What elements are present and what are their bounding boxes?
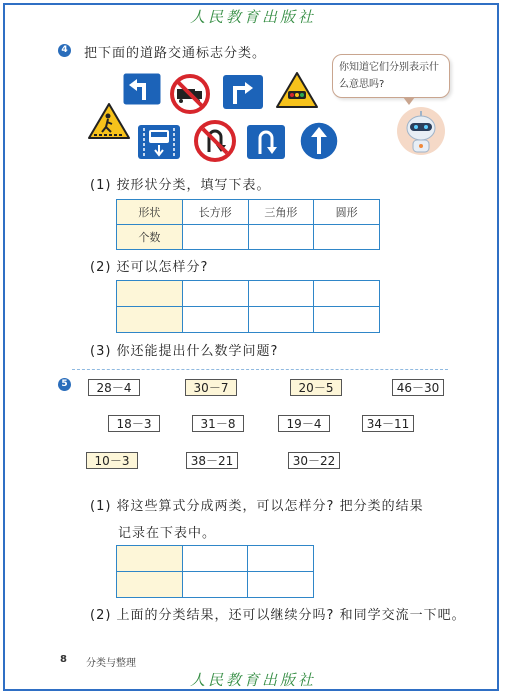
table-cell-circle-count[interactable] xyxy=(314,225,380,250)
publisher-footer: 人民教育出版社 xyxy=(189,671,316,689)
expression-card: 30－7 xyxy=(185,379,237,396)
table-header-rectangle: 长方形 xyxy=(182,200,248,225)
table-header-shape: 形状 xyxy=(117,200,183,225)
expression-card: 30－22 xyxy=(288,452,340,469)
table-cell[interactable] xyxy=(248,307,314,333)
table-cell[interactable] xyxy=(248,572,314,598)
robot-mascot-icon xyxy=(396,106,446,158)
table-cell[interactable] xyxy=(182,546,248,572)
expression-card: 28－4 xyxy=(88,379,140,396)
expression-card: 18－3 xyxy=(108,415,160,432)
table-cell[interactable] xyxy=(117,307,183,333)
expression-card: 31－8 xyxy=(192,415,244,432)
u-turn-sign-icon xyxy=(246,124,286,160)
question-5-part-1-line-1: (1) 将这些算式分成两类，可以怎样分? 把分类的结果 xyxy=(90,499,424,514)
question-4-part-2: (2) 还可以怎样分? xyxy=(90,260,209,275)
question-4-part-1: (1) 按形状分类，填写下表。 xyxy=(90,178,271,193)
table-cell[interactable] xyxy=(248,281,314,307)
section-name: 分类与整理 xyxy=(86,658,136,669)
table-cell-triangle-count[interactable] xyxy=(248,225,314,250)
no-trucks-sign-icon xyxy=(170,74,210,114)
table-cell[interactable] xyxy=(117,572,183,598)
question-5-part-1-line-2: 记录在下表中。 xyxy=(118,526,217,541)
question-4-prompt: 把下面的道路交通标志分类。 xyxy=(84,46,267,61)
table-cell[interactable] xyxy=(314,281,380,307)
question-4-part-3: (3) 你还能提出什么数学问题? xyxy=(90,344,279,359)
expression-card: 20－5 xyxy=(290,379,342,396)
straight-ahead-sign-icon xyxy=(298,120,340,162)
question-5-part-2: (2) 上面的分类结果，还可以继续分吗? 和同学交流一下吧。 xyxy=(90,608,466,623)
expression-card: 34－11 xyxy=(362,415,414,432)
bus-lane-sign-icon xyxy=(137,124,181,160)
question-4-number: 4 xyxy=(58,44,71,57)
question-5-number: 5 xyxy=(58,378,71,391)
table-cell[interactable] xyxy=(182,572,248,598)
expression-card: 38－21 xyxy=(186,452,238,469)
expression-card: 19－4 xyxy=(278,415,330,432)
table-cell[interactable] xyxy=(182,307,248,333)
table-cell-rectangle-count[interactable] xyxy=(182,225,248,250)
page-number: 8 xyxy=(60,654,67,665)
shape-count-table xyxy=(116,199,380,250)
table-header-circle: 圆形 xyxy=(314,200,380,225)
expression-card: 10－3 xyxy=(86,452,138,469)
expression-classification-table xyxy=(116,545,314,598)
table-cell[interactable] xyxy=(117,281,183,307)
speech-bubble: 你知道它们分别表示什么意思吗? xyxy=(332,54,450,98)
traffic-light-warning-sign-icon xyxy=(274,70,320,110)
expression-card: 46－30 xyxy=(392,379,444,396)
table-cell[interactable] xyxy=(117,546,183,572)
table-header-triangle: 三角形 xyxy=(248,200,314,225)
no-u-turn-sign-icon xyxy=(194,120,236,162)
alternative-classification-table xyxy=(116,280,380,333)
pedestrian-crossing-sign-icon xyxy=(86,101,132,141)
turn-right-sign-icon xyxy=(222,74,264,110)
publisher-header: 人民教育出版社 xyxy=(189,8,316,26)
section-divider xyxy=(72,369,448,370)
table-cell[interactable] xyxy=(182,281,248,307)
table-cell[interactable] xyxy=(248,546,314,572)
table-cell[interactable] xyxy=(314,307,380,333)
table-row-label-count: 个数 xyxy=(117,225,183,250)
